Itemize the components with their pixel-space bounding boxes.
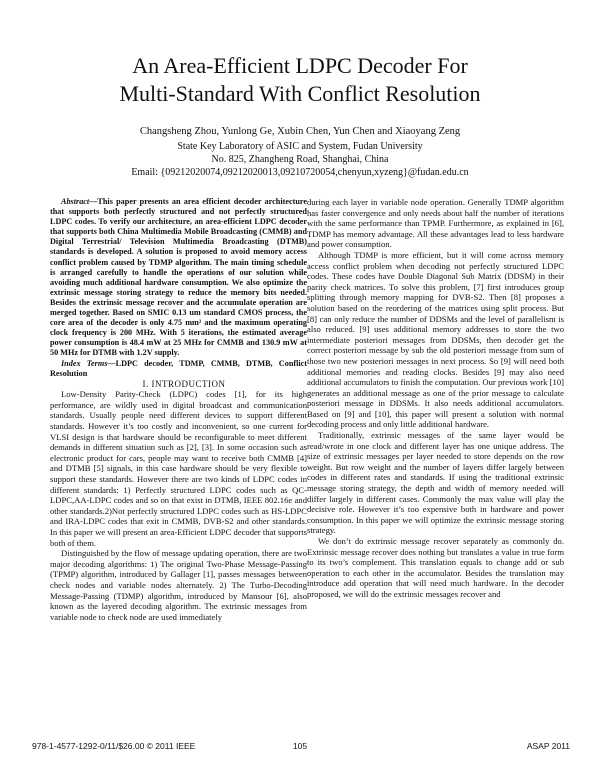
page-footer	[0, 741, 600, 753]
intro-paragraph-5: Traditionally, extrinsic messages of the same layer would be read/wrote in one clock and different layer has one unique address. The size of extrinsic messages per layer needed to store depends on the row weight. But row weight and the number of layers differ largely between codes in different rates and standards. If using the traditional extrinsic message storing strategy, the depth and width of memory needed will differ largely in different cases. Commonly the max value will play the decisive role. However it’s too expensive both in hardware and power consumption. In this paper we will optimize the extrinsic message storing strategy.	[307, 430, 564, 536]
abstract-text: —This paper presents an area efficient decoder architecture that supports both perfectly structured and not perfectly structured LDPC codes. To verify our architecture, an area-efficient LDPC decoder that supports both China Multimedia Mobile Broadcasting (CMMB) and Digital Terrestrial/ Television Multimedia Broadcasting (DTMB) standards is developed. A solution is proposed to avoid memory access conflict problem caused by TDMP algorithm. The main timing schedule is arranged carefully to handle the operations of our solution while avoiding much additional hardware consumption. We also optimize the extrinsic message storing strategy to reduce the memory bits needed. Besides the extrinsic message recover and the accumulate operation are merged together. Based on SMIC 0.13 um standard CMOS process, the core area of the decoder is only 4.75 mm² and the maximum operating clock frequency is 200 MHz. With 5 iterations, the estimated average power consumption is 48.4 mW at 25 MHz for CMMB and 130.9 mW at 50 MHz for DTMB with 1.2V supply.	[50, 197, 307, 358]
intro-paragraph-3: during each layer in variable node operation. Generally TDMP algorithm has faster convergence and only needs about half the number of iterations with the same performance than TPMP. Furthermore, as explained in [6], TDMP has memory advantage. All these advantages lead to less hardware and power consumption.	[307, 197, 564, 250]
footer-isbn: 978-1-4577-1292-0/11/$26.00 © 2011 IEEE	[32, 741, 196, 751]
author-block	[0, 125, 600, 179]
intro-paragraph-4: Although TDMP is more efficient, but it will come across memory access conflict problem when decoding not perfectly structured LDPC codes. These codes have Double Diagonal Sub Matrix (DDSM) in their parity check matrices. To solve this problem, [7] first introduces group splitting through memory mapping for DVB-S2. Then [8] proposes a solution based on the reordering of the matrices using split process. But [8] can only reduce the number of DDSMs and the level of parallelism is also reduced. [9] uses additional memory addresses to store the two intermediate posteriori messages from DDSMs, then decoder get the correct posteriori message by sub the old posteriori message from sum of those two new posteriori messages in next process. So [9] will need both additional memories and reading clocks. Besides [9] may also need additional accumulators to finish the computation. Our previous work [10] generates an additional message as one of the prior message to calculate posteriori message in DDSMs. It also needs additional accumulators. Based on [9] and [10], this paper will present a solution with normal decoding process and only little additional hardware.	[307, 249, 564, 430]
footer-page-number: 105	[292, 741, 308, 751]
title-line-2: Multi-Standard With Conflict Resolution	[119, 81, 481, 106]
abstract	[50, 197, 307, 359]
index-terms-text: —LDPC decoder, TDMP, CMMB, DTMB, Conflict Resolution	[50, 358, 308, 378]
footer-venue: ASAP 2011	[526, 741, 570, 751]
title-line-1: An Area-Efficient LDPC Decoder For	[132, 53, 468, 78]
section-heading-introduction: I. INTRODUCTION	[142, 378, 226, 389]
abstract-label: Abstract	[61, 197, 90, 206]
index-terms-label: Index Terms	[61, 358, 108, 368]
author-names: Changsheng Zhou, Yunlong Ge, Xubin Chen, Yun Chen and Xiaoyang Zeng	[139, 126, 461, 137]
right-column	[307, 197, 564, 600]
intro-paragraph-2: Distinguished by the flow of message updating operation, there are two major decoding algorithms: 1) The original Two-Phase Message-Passing (TPMP) algorithm, introduced by Gallager [1], passes messages between check nodes and variable nodes alternately. 2) The Turbo-Decoding Message-Passing (TDMP) algorithm, introduced by Mansour [6], also known as the layered decoding algorithm. The extrinsic messages from variable node to check node are used immediately	[50, 548, 307, 622]
affiliation-line-1: State Key Laboratory of ASIC and System, Fudan University	[177, 141, 423, 152]
intro-paragraph-6: We don’t do extrinsic message recover separately as commonly do. Extrinsic message recover does nothing but translates a value in true form to its two’s complement. This translation equals to change add or sub operation to each other in the accumulator. Besides the translation may introduce add operation that will need much hardware. In the decoder proposed, we will do the extrinsic messages recover and	[307, 536, 564, 599]
index-terms	[50, 359, 307, 379]
left-column	[50, 197, 307, 622]
author-email: Email: {09212020074,09212020013,09210720054,chenyun,xyzeng}@fudan.edu.cn	[131, 167, 469, 178]
intro-paragraph-1: Low-Density Parity-Check (LDPC) codes [1], for its high performance, are wildly used in digital broadcast and communication standards. Usually people need different devices to support different standards. However it’s too costly and inconvenient, so one current for VLSI design is that hardware should be reconfigurable to meet different demands in different situation such as [2], [3]. In some occasion such as electronic product for cars, people may want to receive both CMMB [4] and DTMB [5] signals, in this case hardware should be very flexible to support these standards. However there are two kinds of LDPC codes in different standards: 1) Perfectly structured LDPC codes such as QC-LDPC,AA-LDPC codes and so on that exist in DTMB, IEEE 802.16e and other standards.2)Not perfectly structured LDPC codes such as HS-LDPC and IRA-LDPC codes that exit in CMMB, DVB-S2 and other standards. In this paper we will present an area-Efficient LDPC decoder that supports both of them.	[50, 389, 307, 548]
affiliation-line-2: No. 825, Zhangheng Road, Shanghai, China	[211, 154, 389, 165]
paper-title	[0, 52, 600, 108]
